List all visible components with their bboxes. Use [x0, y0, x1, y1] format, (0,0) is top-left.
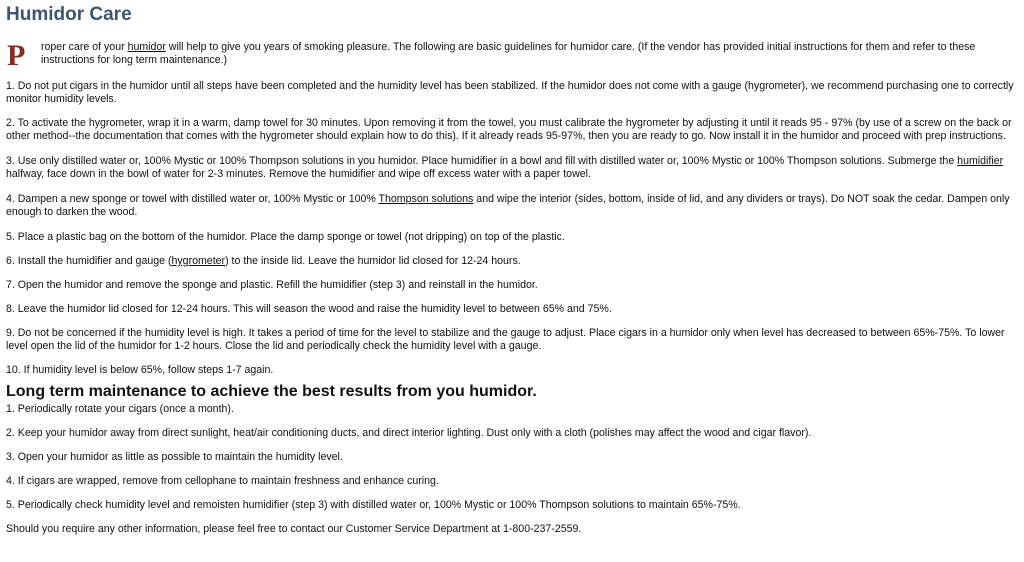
- maintenance-heading: Long term maintenance to achieve the best results from you humidor.: [6, 383, 537, 400]
- maintenance-item-5: 5. Periodically check humidity level and remoisten humidifier (step 3) with distilled water or, 100% Mystic or 100% Thompson solutions to maintain 65%-75%.: [6, 499, 741, 511]
- step-6-text-start: 6. Install the humidifier and gauge (: [6, 255, 172, 267]
- step-8: 8. Leave the humidor lid closed for 12-24 hours. This will season the wood and raise the humidity level to between 65% and 75%.: [6, 303, 612, 315]
- step-4: [6, 193, 1016, 219]
- step-4-text-start: 4. Dampen a new sponge or towel with distilled water or, 100% Mystic or 100%: [6, 193, 379, 205]
- step-6-text-end: ) to the inside lid. Leave the humidor lid closed for 12-24 hours.: [225, 255, 521, 267]
- step-10: 10. If humidity level is below 65%, follow steps 1-7 again.: [6, 364, 274, 376]
- document-page: [6, 0, 1016, 536]
- humidor-link[interactable]: humidor: [127, 41, 166, 53]
- drop-cap: P: [7, 39, 26, 72]
- step-3: [6, 155, 1016, 181]
- thompson-solutions-link[interactable]: Thompson solutions: [378, 193, 474, 205]
- maintenance-item-1: 1. Periodically rotate your cigars (once a month).: [6, 403, 234, 415]
- step-6: [6, 255, 1016, 268]
- maintenance-item-4: 4. If cigars are wrapped, remove from cellophane to maintain freshness and enhance curing.: [6, 475, 439, 487]
- maintenance-item-3: 3. Open your humidor as little as possible to maintain the humidity level.: [6, 451, 343, 463]
- maintenance-item-2: 2. Keep your humidor away from direct sunlight, heat/air conditioning ducts, and direct interior lighting. Dust only with a cloth (polishes may affect the wood and cigar flavor).: [6, 427, 812, 439]
- step-4-text-end: and wipe the interior (sides, bottom, inside of lid, and any dividers or trays). Do NOT soak the cedar. Dampen only enough to darken the wood.: [6, 193, 1010, 218]
- step-7: 7. Open the humidor and remove the sponge and plastic. Refill the humidifier (step 3) and reinstall in the humidor.: [6, 279, 538, 291]
- contact-info: Should you require any other information, please feel free to contact our Customer Service Department at 1-800-237-2559.: [6, 523, 582, 535]
- intro-text-end: will help to give you years of smoking pleasure. The following are basic guidelines for humidor care. (If the vendor has provided initial instructions for them and refer to these instructions for long term maintenance.): [41, 41, 976, 66]
- intro-text-start: roper care of your: [41, 41, 128, 53]
- intro-paragraph: [6, 39, 1016, 72]
- step-9: 9. Do not be concerned if the humidity level is high. It takes a period of time for the level to stabilize and the gauge to adjust. Place cigars in a humidor only when level has decreased to between 65%-75%. To lower level open the lid of the humidor for 1-2 hours. Close the lid and periodically check the humidity level with a gauge.: [6, 327, 1005, 352]
- step-3-text-start: 3. Use only distilled water or, 100% Mystic or 100% Thompson solutions in you humidor. Place humidifier in a bowl and fill with distilled water or, 100% Mystic or 100% Thompson solutions. Submerge the: [6, 155, 958, 167]
- step-5: 5. Place a plastic bag on the bottom of the humidor. Place the damp sponge or towel (not dripping) on top of the plastic.: [6, 231, 565, 243]
- humidifier-link[interactable]: humidifier: [957, 155, 1004, 167]
- step-1: 1. Do not put cigars in the humidor until all steps have been completed and the humidity level has been stabilized. If the humidor does not come with a gauge (hygrometer), we recommend purchasing one to correctly monitor humidity levels.: [6, 80, 1014, 105]
- step-2: 2. To activate the hygrometer, wrap it in a warm, damp towel for 30 minutes. Upon removing it from the towel, you must calibrate the hygrometer by adjusting it until it reads 95 - 97% (by use of a screw on the back or other method--the documentation that comes with the hygrometer should explain how to do this). If it already reads 95-97%, then you are ready to go. Now install it in the humidor and proceed with prep instructions.: [6, 117, 1012, 142]
- intro-text: [6, 39, 1016, 72]
- hygrometer-link[interactable]: hygrometer: [171, 255, 226, 267]
- step-3-text-end: halfway, face down in the bowl of water for 2-3 minutes. Remove the humidifier and wipe off excess water with a paper towel.: [6, 168, 591, 180]
- page-title: Humidor Care: [6, 4, 132, 25]
